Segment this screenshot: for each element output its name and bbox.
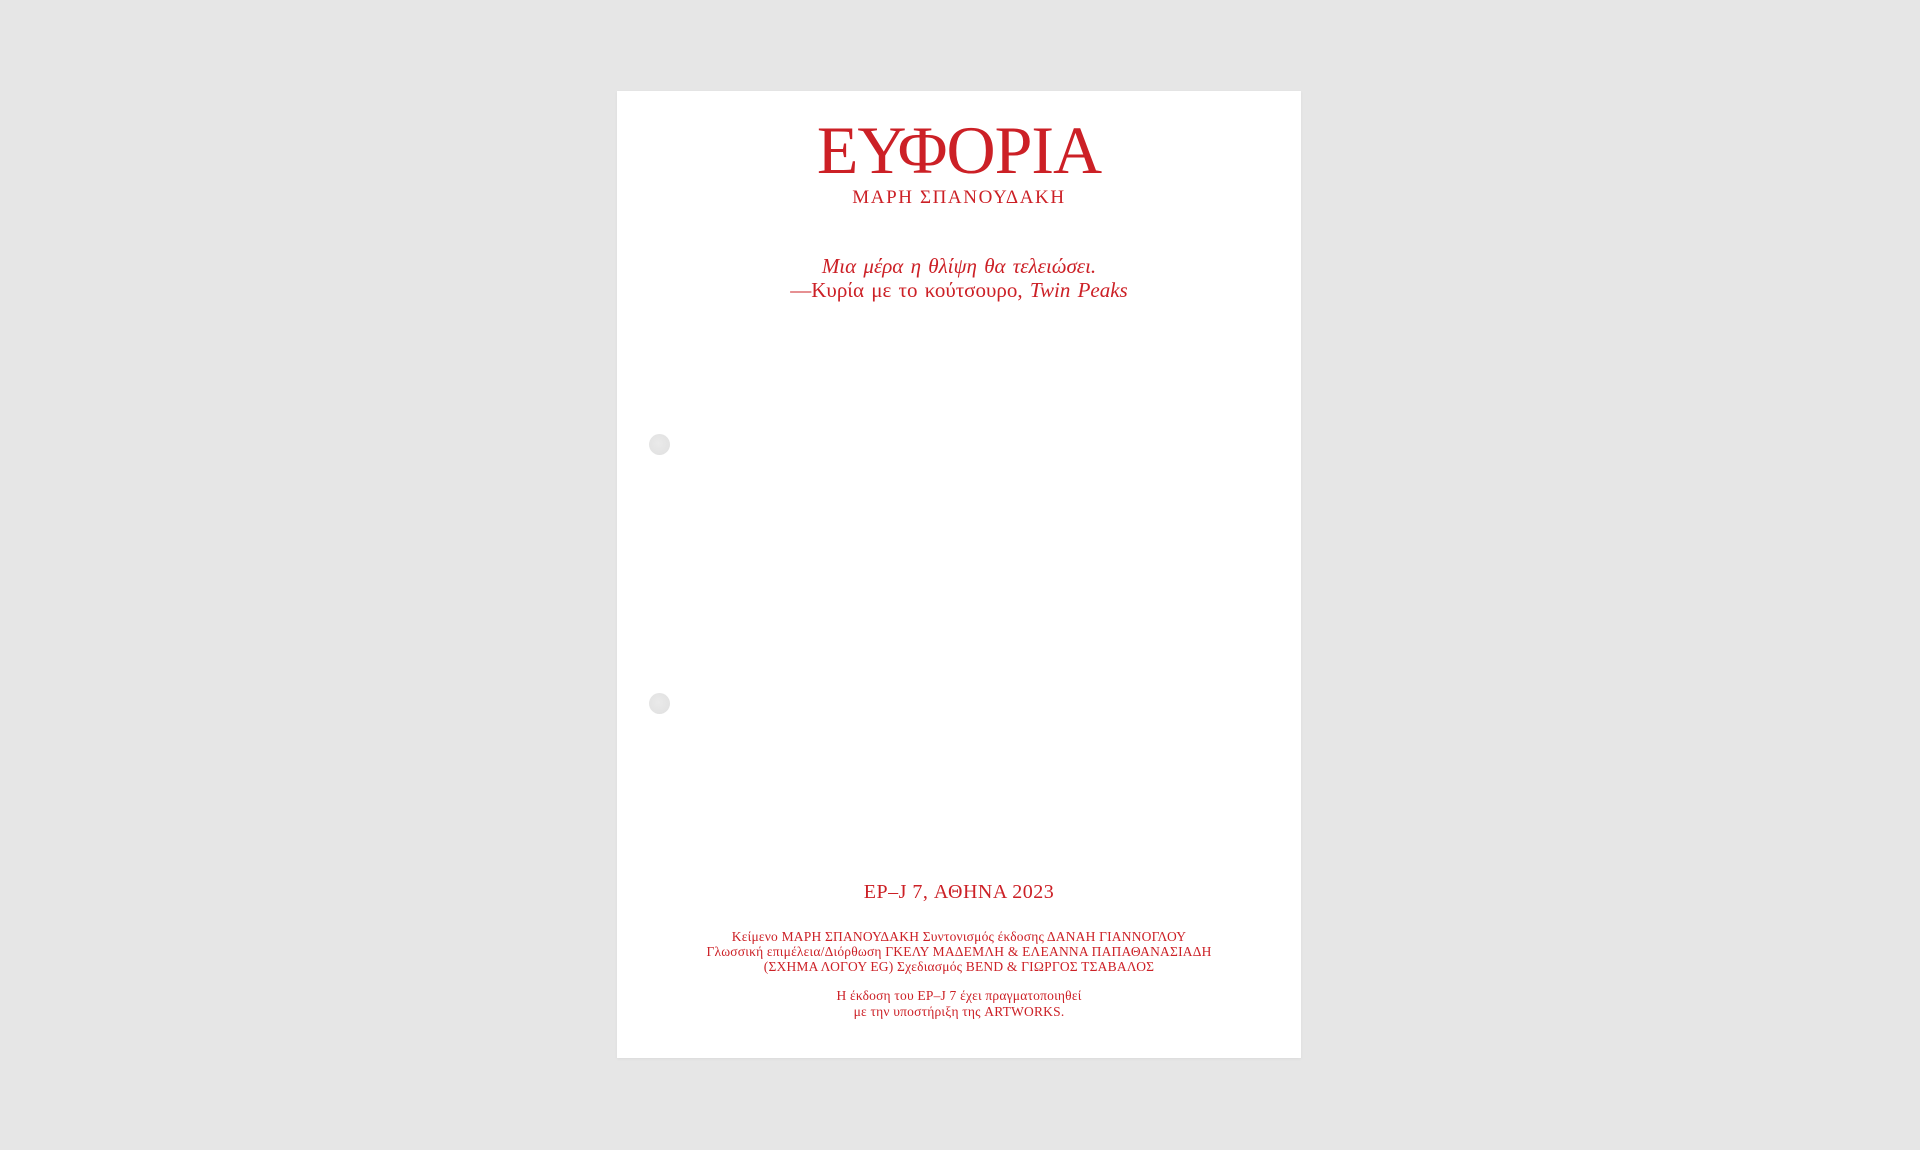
epigraph-quote-line xyxy=(617,254,1301,278)
document-page xyxy=(617,91,1301,1058)
epigraph xyxy=(617,254,1301,302)
support-line-2: με την υποστήριξη της ARTWORKS. xyxy=(853,1003,1065,1019)
edition-line: EP–J 7, ΑΘΗΝΑ 2023 xyxy=(863,881,1055,903)
support-note xyxy=(617,988,1301,1019)
credits-line-editing: Γλωσσική επιμέλεια/Διόρθωση ΓΚΕΛΥ ΜΑΔΕΜΛΗ & ΕΛΕΑΝΝΑ ΠΑΠΑΘΑΝΑΣΙΑΔΗ xyxy=(706,944,1212,959)
book-title: ΕΥΦΟΡΙΑ xyxy=(816,112,1102,188)
author-name: ΜΑΡΗ ΣΠΑΝΟΥΔΑΚΗ xyxy=(852,187,1066,208)
credits-line-text: Κείμενο ΜΑΡΗ ΣΠΑΝΟΥΔΑΚΗ Συντονισμός έκδοσης ΔΑΝΑΗ ΓΙΑΝΝΟΓΛΟΥ xyxy=(731,929,1187,944)
credits-line-design: (ΣΧΗΜΑ ΛΟΓΟΥ EG) Σχεδιασμός BEND & ΓΙΩΡΓΟΣ ΤΣΑΒΑΛΟΣ xyxy=(763,959,1155,974)
credits-block xyxy=(617,929,1301,974)
punch-hole-bottom xyxy=(649,693,670,714)
punch-hole-top xyxy=(649,434,670,455)
epigraph-attribution-line xyxy=(617,278,1301,302)
epigraph-source-title: Twin Peaks xyxy=(1029,278,1128,302)
epigraph-attribution: —Κυρία με το κούτσουρο, xyxy=(790,278,1030,302)
support-line-1: Η έκδοση του EP–J 7 έχει πραγματοποιηθεί xyxy=(836,988,1082,1003)
epigraph-quote: Μια μέρα η θλίψη θα τελειώσει. xyxy=(821,254,1097,278)
